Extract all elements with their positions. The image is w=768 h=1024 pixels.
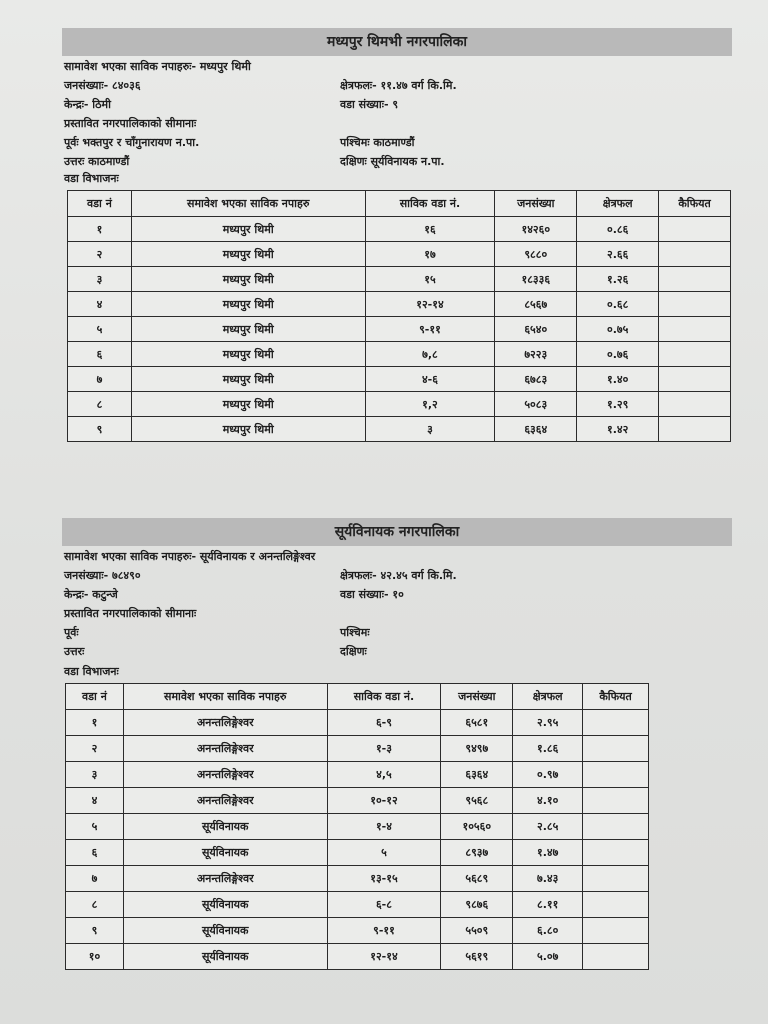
cell-merged: मध्यपुर थिमी [131,367,365,392]
header-population: जनसंख्या [441,684,513,710]
cell-area: ०.७५ [577,317,659,342]
cell-area: ५.०७ [513,944,583,970]
cell-merged: मध्यपुर थिमी [131,217,365,242]
cell-remarks [659,242,731,267]
cell-remarks [659,342,731,367]
boundary-heading: प्रस्तावित नगरपालिकाको सीमानाः [64,607,197,620]
boundary-heading: प्रस्तावित नगरपालिकाको सीमानाः [64,117,197,130]
ward-table [65,683,649,970]
cell-population: ७२२३ [495,342,577,367]
cell-remarks [659,317,731,342]
cell-remarks [583,814,649,840]
cell-old-ward: १०-१२ [327,788,441,814]
cell-population: १०५६० [441,814,513,840]
table-row [68,317,731,342]
ward-division-heading: वडा विभाजनः [64,665,119,678]
cell-area: २.८५ [513,814,583,840]
cell-old-ward: १३-१५ [327,866,441,892]
west-boundary: पश्चिमः [340,626,370,639]
table-row [66,840,649,866]
cell-area: १.४२ [577,417,659,442]
info-row-boundary [62,116,732,132]
cell-remarks [659,417,731,442]
west-boundary: पश्चिमः काठमाण्डौं [340,136,415,149]
cell-merged: मध्यपुर थिमी [131,392,365,417]
cell-old-ward: १६ [365,217,495,242]
cell-old-ward: ३ [365,417,495,442]
cell-area: १.२९ [577,392,659,417]
cell-population: ५५०९ [441,918,513,944]
info-row-east-west [62,135,732,151]
merged-municipalities: सामावेश भएका साविक नपाहरुः- सूर्यविनायक र अनन्तलिङ्गेश्वर [64,550,316,563]
cell-ward-no: १ [66,710,124,736]
cell-merged: अनन्तलिङ्गेश्वर [123,788,327,814]
info-row-merged [62,549,732,565]
info-row-center [62,587,732,603]
cell-remarks [659,267,731,292]
cell-population: ९४९७ [441,736,513,762]
cell-merged: सूर्यविनायक [123,840,327,866]
ward-table [67,190,731,442]
cell-area: ४.१० [513,788,583,814]
table-row [66,892,649,918]
north-boundary: उत्तरः [64,645,85,658]
cell-remarks [583,840,649,866]
cell-merged: अनन्तलिङ्गेश्वर [123,762,327,788]
cell-area: २.९५ [513,710,583,736]
section-title: सूर्यविनायक नगरपालिका [62,518,732,546]
ward-count: वडा संख्याः- ९ [340,98,399,111]
header-merged: समावेश भएका साविक नपाहरु [131,191,365,217]
cell-remarks [659,392,731,417]
cell-old-ward: ९-११ [365,317,495,342]
cell-ward-no: ३ [68,267,132,292]
header-old-ward: साविक वडा नं. [327,684,441,710]
table-row [66,736,649,762]
info-row-center [62,97,732,113]
cell-population: ६५४० [495,317,577,342]
merged-municipalities: सामावेश भएका साविक नपाहरुः- मध्यपुर थिमी [64,60,251,73]
cell-ward-no: ५ [66,814,124,840]
cell-old-ward: ७,८ [365,342,495,367]
cell-ward-no: ४ [66,788,124,814]
cell-old-ward: १-४ [327,814,441,840]
cell-remarks [583,710,649,736]
header-area: क्षेत्रफल [577,191,659,217]
center: केन्द्रः- कटुन्जे [64,588,118,601]
east-boundary: पूर्वः [64,626,79,639]
cell-old-ward: १२-१४ [327,944,441,970]
header-area: क्षेत्रफल [513,684,583,710]
cell-merged: अनन्तलिङ्गेश्वर [123,866,327,892]
cell-ward-no: ६ [68,342,132,367]
table-row [66,918,649,944]
cell-population: ८५६७ [495,292,577,317]
cell-population: ९८८० [495,242,577,267]
area: क्षेत्रफलः- ११.४७ वर्ग कि.मि. [340,79,457,92]
south-boundary: दक्षिणः [340,645,367,658]
cell-old-ward: १५ [365,267,495,292]
cell-population: ९८७६ [441,892,513,918]
cell-ward-no: २ [66,736,124,762]
cell-merged: मध्यपुर थिमी [131,417,365,442]
cell-population: ५०८३ [495,392,577,417]
center: केन्द्रः- ठिमी [64,98,111,111]
cell-ward-no: ७ [66,866,124,892]
table-row [68,392,731,417]
cell-population: ६७८३ [495,367,577,392]
cell-remarks [659,367,731,392]
header-remarks: कैफियत [583,684,649,710]
cell-area: १.८६ [513,736,583,762]
cell-remarks [583,892,649,918]
info-row-population [62,568,732,584]
cell-area: १.४० [577,367,659,392]
header-old-ward: साविक वडा नं. [365,191,495,217]
cell-remarks [659,217,731,242]
table-header-row [66,684,649,710]
table-row [68,242,731,267]
info-row-merged [62,59,732,75]
cell-remarks [583,762,649,788]
ward-division-heading: वडा विभाजनः [64,172,119,185]
cell-remarks [659,292,731,317]
cell-ward-no: ४ [68,292,132,317]
cell-merged: अनन्तलिङ्गेश्वर [123,710,327,736]
cell-merged: सूर्यविनायक [123,814,327,840]
cell-ward-no: ८ [66,892,124,918]
cell-old-ward: ६-९ [327,710,441,736]
table-row [68,417,731,442]
cell-area: ०.७६ [577,342,659,367]
cell-merged: सूर्यविनायक [123,918,327,944]
cell-merged: मध्यपुर थिमी [131,267,365,292]
cell-area: ८.११ [513,892,583,918]
table-header-row [68,191,731,217]
cell-remarks [583,736,649,762]
cell-ward-no: ८ [68,392,132,417]
header-ward-no: वडा नं [66,684,124,710]
cell-ward-no: ३ [66,762,124,788]
cell-area: १.२६ [577,267,659,292]
cell-merged: अनन्तलिङ्गेश्वर [123,736,327,762]
cell-area: ०.६८ [577,292,659,317]
cell-population: ६५८१ [441,710,513,736]
header-remarks: कैफियत [659,191,731,217]
cell-population: ६३६४ [495,417,577,442]
east-boundary: पूर्वः भक्तपुर र चाँगुनारायण न.पा. [64,136,200,149]
table-row [68,342,731,367]
cell-remarks [583,918,649,944]
cell-ward-no: ५ [68,317,132,342]
cell-area: ०.९७ [513,762,583,788]
south-boundary: दक्षिणः सूर्यविनायक न.पा. [340,155,445,168]
cell-merged: सूर्यविनायक [123,944,327,970]
cell-remarks [583,788,649,814]
cell-population: ६३६४ [441,762,513,788]
population: जनसंख्याः- ७८४९० [64,569,141,582]
cell-old-ward: १-३ [327,736,441,762]
header-merged: समावेश भएका साविक नपाहरु [123,684,327,710]
header-ward-no: वडा नं [68,191,132,217]
cell-remarks [583,944,649,970]
table-row [68,267,731,292]
cell-ward-no: ७ [68,367,132,392]
section-madhyapur-thimi [62,28,732,442]
cell-area: ७.४३ [513,866,583,892]
cell-old-ward: १७ [365,242,495,267]
info-row-population [62,78,732,94]
cell-merged: मध्यपुर थिमी [131,242,365,267]
cell-population: ९५६८ [441,788,513,814]
cell-merged: सूर्यविनायक [123,892,327,918]
cell-old-ward: ६-८ [327,892,441,918]
table-row [68,367,731,392]
table-row [66,866,649,892]
cell-merged: मध्यपुर थिमी [131,342,365,367]
table-row [66,762,649,788]
cell-merged: मध्यपुर थिमी [131,317,365,342]
info-row-boundary [62,606,732,622]
cell-ward-no: ६ [66,840,124,866]
info-row-ward-division [62,664,732,680]
cell-ward-no: १ [68,217,132,242]
cell-old-ward: ५ [327,840,441,866]
section-suryabinayak [62,518,732,970]
table-row [66,788,649,814]
cell-population: ५६१९ [441,944,513,970]
info-row-ward-division [62,171,732,187]
cell-old-ward: १,२ [365,392,495,417]
cell-area: ०.८६ [577,217,659,242]
table-row [66,944,649,970]
info-row-east-west [62,625,732,641]
cell-population: ८९३७ [441,840,513,866]
info-row-north-south [62,644,732,660]
cell-ward-no: २ [68,242,132,267]
population: जनसंख्याः- ८४०३६ [64,79,141,92]
cell-merged: मध्यपुर थिमी [131,292,365,317]
cell-population: ५६८९ [441,866,513,892]
section-title: मध्यपुर थिमभी नगरपालिका [62,28,732,56]
cell-ward-no: १० [66,944,124,970]
header-population: जनसंख्या [495,191,577,217]
cell-area: १.४७ [513,840,583,866]
north-boundary: उत्तरः काठमाण्डौं [64,155,130,168]
info-row-north-south [62,154,732,170]
cell-area: २.६६ [577,242,659,267]
table-row [66,710,649,736]
cell-ward-no: ९ [66,918,124,944]
table-row [68,217,731,242]
cell-old-ward: १२-१४ [365,292,495,317]
table-row [66,814,649,840]
cell-population: १४२६० [495,217,577,242]
cell-area: ६.८० [513,918,583,944]
cell-ward-no: ९ [68,417,132,442]
ward-count: वडा संख्याः- १० [340,588,404,601]
cell-remarks [583,866,649,892]
cell-population: १८३३६ [495,267,577,292]
cell-old-ward: ४-६ [365,367,495,392]
area: क्षेत्रफलः- ४२.४५ वर्ग कि.मि. [340,569,457,582]
table-row [68,292,731,317]
cell-old-ward: ९-११ [327,918,441,944]
cell-old-ward: ४,५ [327,762,441,788]
